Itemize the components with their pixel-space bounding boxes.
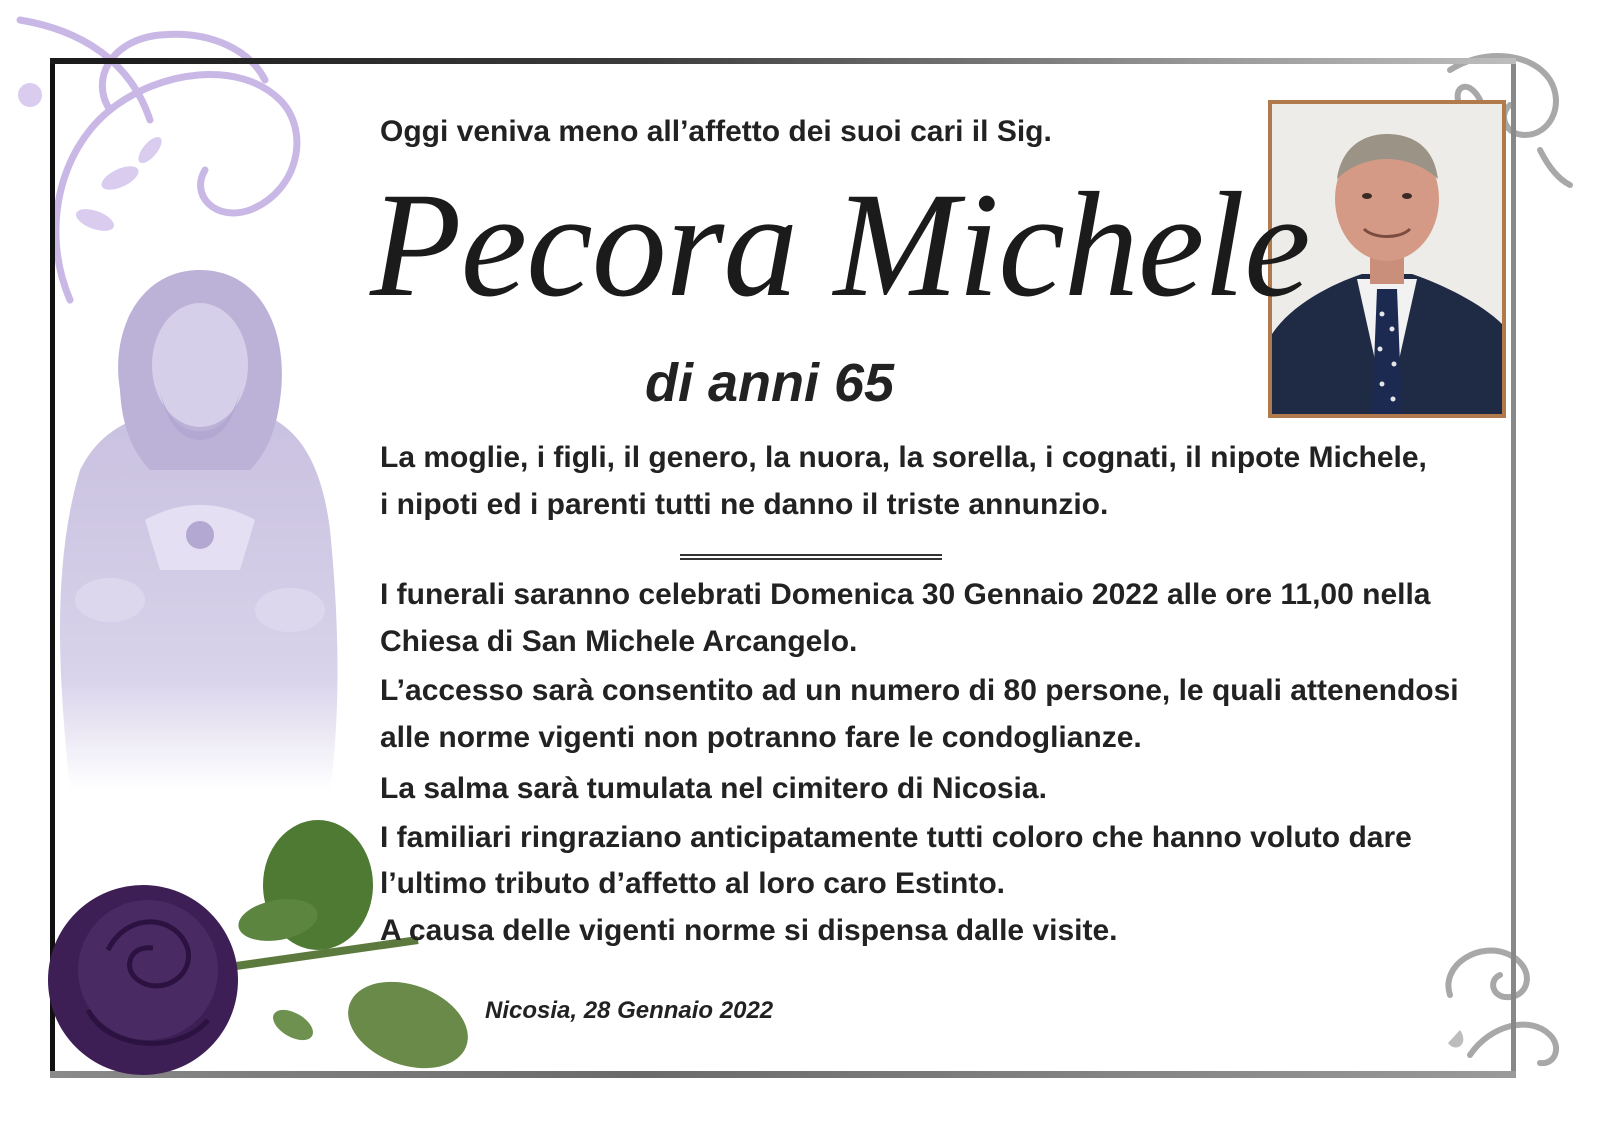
family-line: i nipoti ed i parenti tutti ne danno il triste annunzio. bbox=[380, 488, 1109, 521]
family-line: La moglie, i figli, il genero, la nuora, la sorella, i cognati, il nipote Michele, bbox=[380, 441, 1427, 474]
place-and-date: Nicosia, 28 Gennaio 2022 bbox=[485, 997, 774, 1024]
deceased-name: Pecora Michele bbox=[370, 162, 1310, 328]
details-line: A causa delle vigenti norme si dispensa dalle visite. bbox=[380, 914, 1118, 947]
purple-rose-icon bbox=[28, 820, 488, 1100]
details-line: Chiesa di San Michele Arcangelo. bbox=[380, 625, 858, 658]
frame-top-edge bbox=[50, 58, 1516, 64]
details-line: l’ultimo tributo d’affetto al loro caro Estinto. bbox=[380, 867, 1005, 900]
double-line-divider bbox=[680, 554, 942, 560]
details-line: I familiari ringraziano anticipatamente tutti coloro che hanno voluto dare bbox=[380, 821, 1412, 854]
details-line: L’accesso sarà consentito ad un numero di 80 persone, le quali attenendosi bbox=[380, 674, 1459, 707]
intro-text: Oggi veniva meno all’affetto dei suoi cari il Sig. bbox=[380, 115, 1052, 148]
details-line: I funerali saranno celebrati Domenica 30 Gennaio 2022 alle ore 11,00 nella bbox=[380, 578, 1431, 611]
details-line: La salma sarà tumulata nel cimitero di Nicosia. bbox=[380, 772, 1047, 805]
sacred-heart-statue-icon bbox=[50, 270, 350, 790]
details-line: alle norme vigenti non potranno fare le condoglianze. bbox=[380, 721, 1142, 754]
age-text: di anni 65 bbox=[645, 353, 895, 413]
